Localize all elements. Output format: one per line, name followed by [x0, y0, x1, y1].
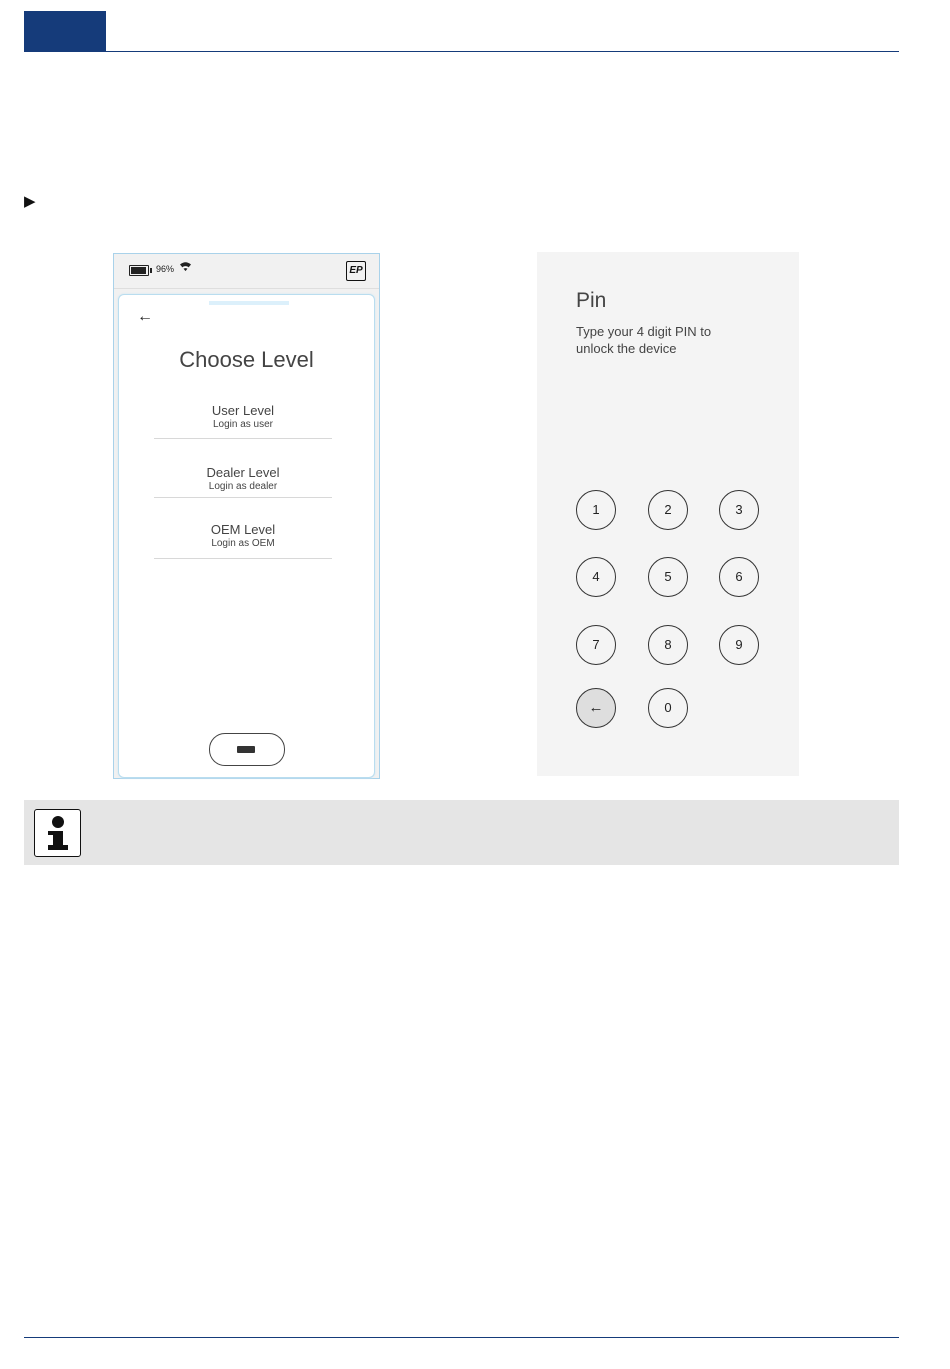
level-title: OEM Level	[210, 522, 276, 537]
level-subtitle: Login as dealer	[208, 481, 278, 492]
choose-level-screen	[113, 253, 380, 779]
header-rule	[24, 51, 899, 52]
pin-key-1[interactable]: 1	[576, 490, 616, 530]
level-card	[118, 294, 375, 778]
status-bar	[114, 254, 379, 289]
info-icon-base	[48, 845, 68, 850]
wifi-icon	[180, 262, 191, 274]
level-title: Dealer Level	[206, 465, 280, 480]
pin-key-0[interactable]: 0	[648, 688, 688, 728]
drag-handle[interactable]	[209, 301, 289, 305]
level-option-dealer[interactable]	[154, 465, 332, 498]
pin-key-3[interactable]: 3	[719, 490, 759, 530]
ep-logo: EP	[346, 261, 366, 281]
bullet-arrow-icon: ▶	[24, 193, 36, 210]
battery-level: 96%	[156, 264, 175, 274]
device-icon	[237, 746, 255, 753]
level-title: User Level	[211, 403, 275, 418]
pin-screen	[537, 252, 799, 776]
pin-key-9[interactable]: 9	[719, 625, 759, 665]
pin-key-8[interactable]: 8	[648, 625, 688, 665]
pin-backspace-icon[interactable]: ←	[576, 688, 616, 728]
pin-key-5[interactable]: 5	[648, 557, 688, 597]
level-subtitle: Login as user	[212, 419, 274, 430]
info-note	[24, 800, 899, 865]
battery-icon	[129, 265, 149, 276]
page-title: Choose Level	[179, 347, 314, 372]
pin-instructions: Type your 4 digit PIN to unlock the device	[576, 324, 712, 356]
pin-key-4[interactable]: 4	[576, 557, 616, 597]
header-color-block	[24, 11, 106, 52]
info-icon	[34, 809, 81, 857]
pin-key-6[interactable]: 6	[719, 557, 759, 597]
info-icon-dot	[52, 816, 64, 828]
level-option-user[interactable]	[154, 403, 332, 439]
level-subtitle: Login as OEM	[211, 538, 275, 549]
level-option-oem[interactable]	[154, 522, 332, 559]
pin-key-7[interactable]: 7	[576, 625, 616, 665]
pin-title: Pin	[576, 289, 607, 312]
footer-rule	[24, 1337, 899, 1338]
bottom-action-button[interactable]	[209, 733, 285, 766]
back-arrow-icon[interactable]: ←	[137, 308, 153, 325]
pin-key-2[interactable]: 2	[648, 490, 688, 530]
